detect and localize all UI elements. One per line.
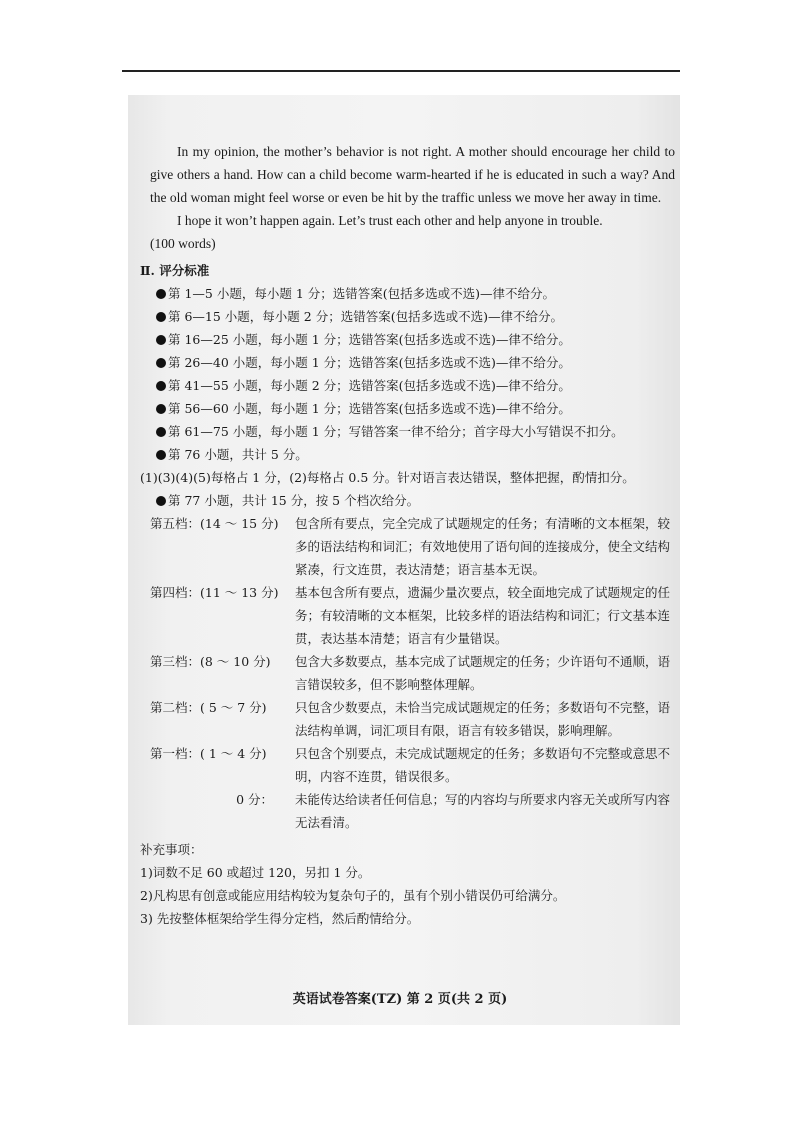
rule-item: 第 6—15 小题，每小题 2 分；选错答案(包括多选或不选)—律不给分。 [156, 305, 675, 328]
rule-item: 第 41—55 小题，每小题 2 分；选错答案(包括多选或不选)—律不给分。 [156, 374, 675, 397]
bullet-icon [156, 381, 166, 391]
scoring-heading: Ⅱ. 评分标准 [140, 263, 210, 278]
essay-word-count: (100 words) [150, 236, 216, 251]
bullet-icon [156, 404, 166, 414]
bullet-icon [156, 335, 166, 345]
grade-label: 第二档：( 5 ～ 7 分) [150, 700, 267, 715]
grade-description: 只包含少数要点，未恰当完成试题规定的任务；多数语句不完整，语法结构单调，词汇项目有限，语言有较多错误，影响理解。 [295, 700, 671, 738]
rule-item: 第 1—5 小题，每小题 1 分；选错答案(包括多选或不选)—律不给分。 [156, 282, 675, 305]
rule-item: 第 56—60 小题，每小题 1 分；选错答案(包括多选或不选)—律不给分。 [156, 397, 675, 420]
essay-paragraph-1: In my opinion, the mother’s behavior is not right. A mother should encourage her child to give others a hand. How can a child become warm-hearted if he is educated in such a way? And the old woman might feel worse or even be hit by the traffic unless we move her away in time. [150, 144, 675, 205]
grade-level-2 [150, 696, 675, 742]
grade-label: 第四档：(11 ～ 13 分) [150, 585, 279, 600]
grade-description: 未能传达给读者任何信息；写的内容均与所要求内容无关或所写内容无法看清。 [295, 792, 671, 830]
rule-item: 第 26—40 小题，每小题 1 分；选错答案(包括多选或不选)—律不给分。 [156, 351, 675, 374]
grade-description: 包含大多数要点，基本完成了试题规定的任务；少许语句不通顺，语言错误较多，但不影响整体理解。 [295, 654, 671, 692]
grade-label: 第一档：( 1 ～ 4 分) [150, 746, 267, 761]
grade-description: 只包含个别要点，未完成试题规定的任务；多数语句不完整或意思不明，内容不连贯，错误很多。 [295, 746, 671, 784]
rule-item: 第 76 小题，共计 5 分。 [156, 443, 675, 466]
bullet-icon [156, 450, 166, 460]
grade-level-4 [150, 581, 675, 650]
grade-label: 0 分： [236, 792, 273, 807]
bullet-icon [156, 427, 166, 437]
grade-label: 第三档：(8 ～ 10 分) [150, 654, 271, 669]
grade-description: 包含所有要点，完全完成了试题规定的任务；有清晰的文本框架，较多的语法结构和词汇；有效地使用了语句间的连接成分，使全文结构紧凑，行文连贯，表达清楚；语言基本无误。 [295, 516, 671, 577]
bullet-icon [156, 496, 166, 506]
q76-detail: (1)(3)(4)(5)每格占 1 分，(2)每格占 0.5 分。针对语言表达错误，整体把握，酌情扣分。 [140, 470, 635, 485]
essay-paragraph-2: I hope it won’t happen again. Let’s trust each other and help anyone in trouble. [177, 213, 603, 228]
rule-item: 第 16—25 小题，每小题 1 分；选错答案(包括多选或不选)—律不给分。 [156, 328, 675, 351]
rule-item: 第 61—75 小题，每小题 1 分；写错答案一律不给分；首字母大小写错误不扣分。 [156, 420, 675, 443]
q77-rule: 第 77 小题，共计 15 分，按 5 个档次给分。 [156, 489, 675, 512]
note-item: 1)词数不足 60 或超过 120，另扣 1 分。 [140, 865, 371, 880]
grade-level-3 [150, 650, 675, 696]
top-rule [122, 70, 680, 72]
model-essay [150, 140, 675, 255]
grade-description: 基本包含所有要点，遗漏少量次要点，较全面地完成了试题规定的任务；有较清晰的文本框架，比较多样的语法结构和词汇；行文基本连贯，表达基本清楚；语言有少量错误。 [295, 585, 671, 646]
note-item: 3) 先按整体框架给学生得分定档，然后酌情给分。 [140, 911, 420, 926]
grade-label: 第五档：(14 ～ 15 分) [150, 516, 279, 531]
notes-title: 补充事项： [140, 842, 203, 857]
answer-key-content [140, 140, 675, 930]
bullet-icon [156, 312, 166, 322]
bullet-icon [156, 289, 166, 299]
grade-level-1 [150, 742, 675, 788]
grade-level-5 [150, 512, 675, 581]
bullet-icon [156, 358, 166, 368]
note-item: 2)凡构思有创意或能应用结构较为复杂句子的，虽有个别小错误仍可给满分。 [140, 888, 566, 903]
page-footer: 英语试卷答案(TZ) 第 2 页(共 2 页) [292, 992, 508, 1007]
grade-level-0 [150, 788, 675, 834]
